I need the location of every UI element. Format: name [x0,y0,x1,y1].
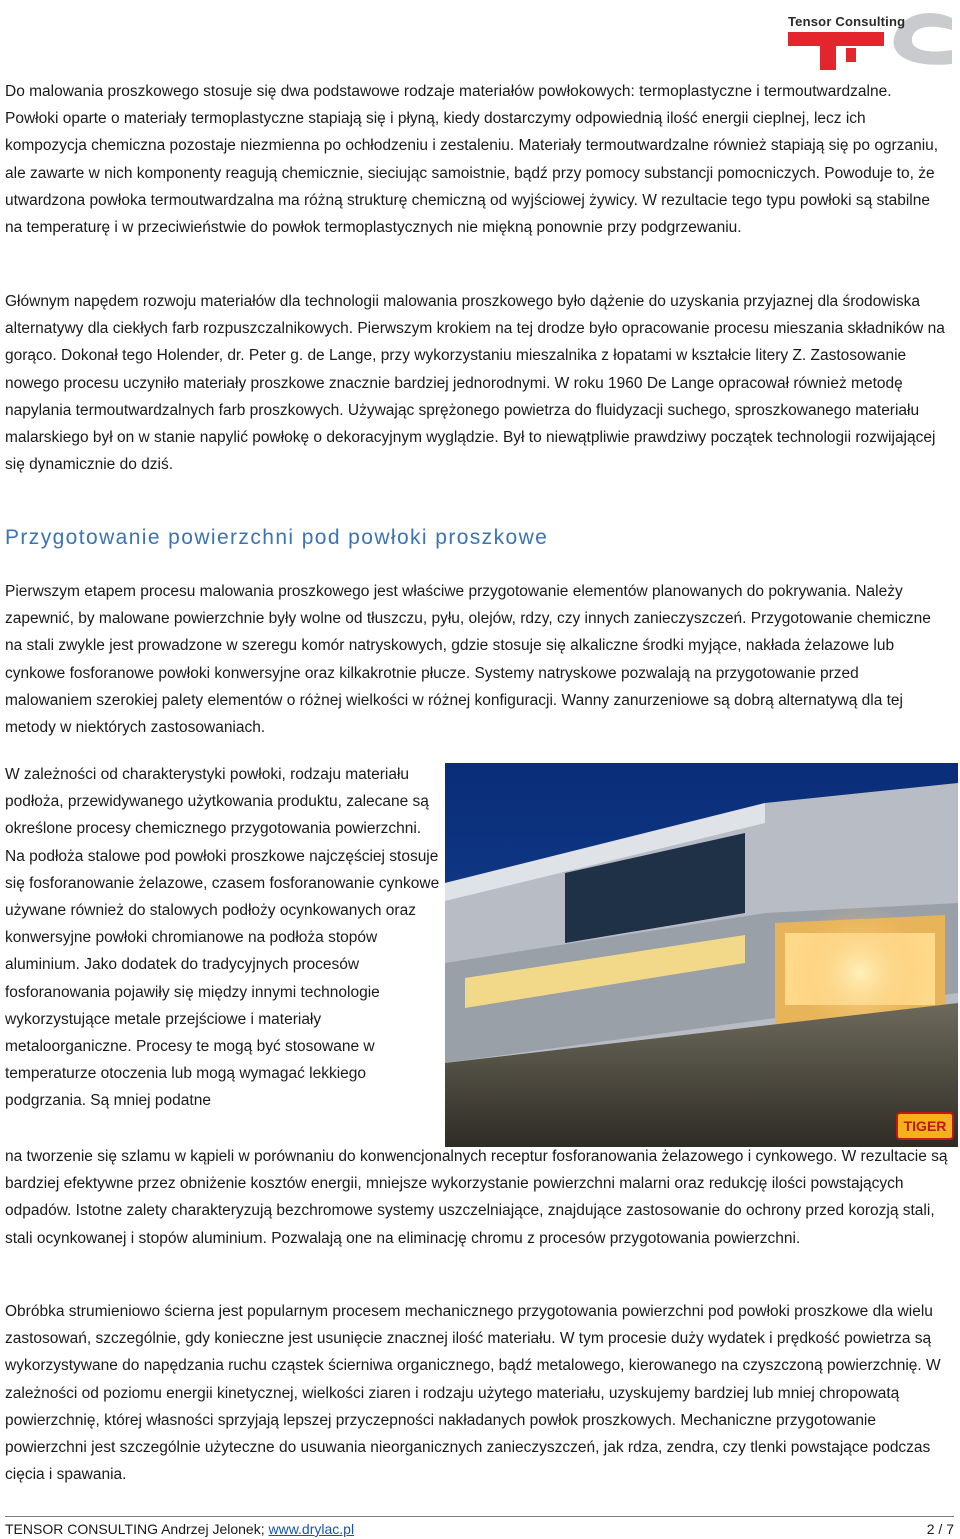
tensor-consulting-logo [782,4,954,72]
footer-company [5,1521,354,1537]
paragraph-materials: Do malowania proszkowego stosuje się dwa podstawowe rodzaje materiałów powłokowych: termoplastyczne i termoutwardzalne. Powłoki oparte o materiały termoplastyczne stapiają się i płyną, kiedy dostarczymy odpowiednią ilość energii cieplnej, lecz ich kompozycja chemiczna pozostaje niezmienna po ochłodzeniu i zestaleniu. Materiały termoutwardzalne również stapiają się po ogrzaniu, ale zawarte w nich komponenty reagują chemicznie, sieciując samoistnie, bądź przy pomocy substancji pomocniczych. Powoduje to, że utwardzona powłoka termoutwardzalna ma różną strukturę chemiczną od wyjściowej żywicy. W rezultacie tego typu powłoki są stabilne na temperaturę i w przeciwieństwie do powłok termoplastycznych nie miękną ponownie przy podgrzewaniu. [5,83,939,237]
factory-building-photo [445,763,958,1147]
tiger-badge-text: TIGER [903,1118,947,1134]
paragraph-chemical-wrapped: W zależności od charakterystyki powłoki, rodzaju materiału podłoża, przewidywanego użytkowania produktu, zalecane są określone procesy chemicznego przygotowania powierzchni. Na podłoża stalowe pod powłoki proszkowe najczęściej stosuje się fosforanowanie żelazowe, czasem fosforanowanie cynkowe używane również do stalowych podłoży ocynkowanych oraz konwersyjne powłoki chromianowe na podłoża stopów aluminium. Jako dodatek do tradycyjnych procesów fosforanowania pojawiły się między innymi technologie wykorzystujące metale przejściowe i materiały metaloorganiczne. Procesy te mogą być stosowane w temperaturze otoczenia lub mogą wymagać lekkiego podgrzania. Są mniej podatne [5,766,440,1110]
page-footer [5,1516,954,1539]
paragraph-chemical-continued: na tworzenie się szlamu w kąpieli w porównaniu do konwencjonalnych receptur fosforanowania żelazowego i cynkowego. W rezultacie są bardziej efektywne przez obniżenie kosztów energii, mniejsze wykorzystanie powierzchni malarni oraz redukcję ilości powstających odpadów. Istotne zalety charakteryzują bezchromowe systemy uszczelniające, znajdujące zastosowanie do ochrony przed korozją stali, stali ocynkowanej i stopów aluminium. Pozwalają one na eliminację chromu z procesów przygotowania powierzchni. [5,1148,948,1247]
paragraph-history: Głównym napędem rozwoju materiałów dla technologii malowania proszkowego było dążenie do uzyskania przyjaznej dla środowiska alternatywy dla ciekłych farb rozpuszczalnikowych. Pierwszym krokiem na tej drodze było opracowanie procesu mieszania składników na gorąco. Dokonał tego Holender, dr. Peter g. de Lange, przy wykorzystaniu mieszalnika z łopatami w kształcie litery Z. Zastosowanie nowego procesu uczyniło materiały proszkowe znacznie bardziej jednorodnymi. W roku 1960 De Lange opracował również metodę napylania termoutwardzalnych farb proszkowych. Używając sprężonego powietrza do fluidyzacji suchego, sproszkowanego materiału malarskiego był on w stanie napylić powłokę o dekoracyjnym wyglądzie. Był to niewątpliwie prawdziwy początek technologii rozwijającej się dynamicznie do dziś. [5,293,945,474]
paragraph-abrasive-blasting: Obróbka strumieniowo ścierna jest popularnym procesem mechanicznego przygotowania powierzchni pod powłoki proszkowe dla wielu zastosowań, szczególnie, gdy konieczne jest usunięcie znacznej ilość materiału. W tym procesie duży wydatek i prędkość powietrza są wykorzystywane do napędzania ruchu cząstek ścierniwa organicznego, bądź metalowego, kierowanego na czyszczoną powierzchnię. W zależności od poziomu energii kinetycznej, wielkości ziaren i rodzaju użytego materiału, uzyskujemy bardziej lub mniej chropowatą powierzchnię, której własności sprzyjają lepszej przyczepności nakładanych powłok proszkowych. Mechaniczne przygotowanie powierzchni jest szczególnie użyteczne do usuwania nieorganicznych zanieczyszczeń, jak rdza, zendra, czy tlenki powstające podczas cięcia i spawania. [5,1303,941,1484]
factory-building-image [445,763,958,1147]
footer-company-text: TENSOR CONSULTING Andrzej Jelonek; [5,1521,269,1537]
section-heading: Przygotowanie powierzchni pod powłoki proszkowe [5,526,549,549]
page-number: 2 / 7 [926,1521,954,1537]
footer-website-link[interactable]: www.drylac.pl [268,1521,355,1537]
paragraph-preparation: Pierwszym etapem procesu malowania proszkowego jest właściwe przygotowanie elementów planowanych do pokrywania. Należy zapewnić, by malowane powierzchnie były wolne od tłuszczu, pyłu, olejów, rdzy, czy innych zanieczyszczeń. Przygotowanie chemiczne na stali zwykle jest prowadzone w szeregu komór natryskowych, gdzie stosuje się alkaliczne środki myjące, nakłada żelazowe lub cynkowe fosforanowe powłoki konwersyjne oraz kilkakrotnie płucze. Systemy natryskowe pozwalają na przygotowanie przed malowaniem szerokiej palety elementów o różnej wielkości w różnej konfiguracji. Wanny zanurzeniowe są dobrą alternatywą dla tej metody w niektórych zastosowaniach. [5,583,931,737]
logo-text: Tensor Consulting [788,14,906,29]
